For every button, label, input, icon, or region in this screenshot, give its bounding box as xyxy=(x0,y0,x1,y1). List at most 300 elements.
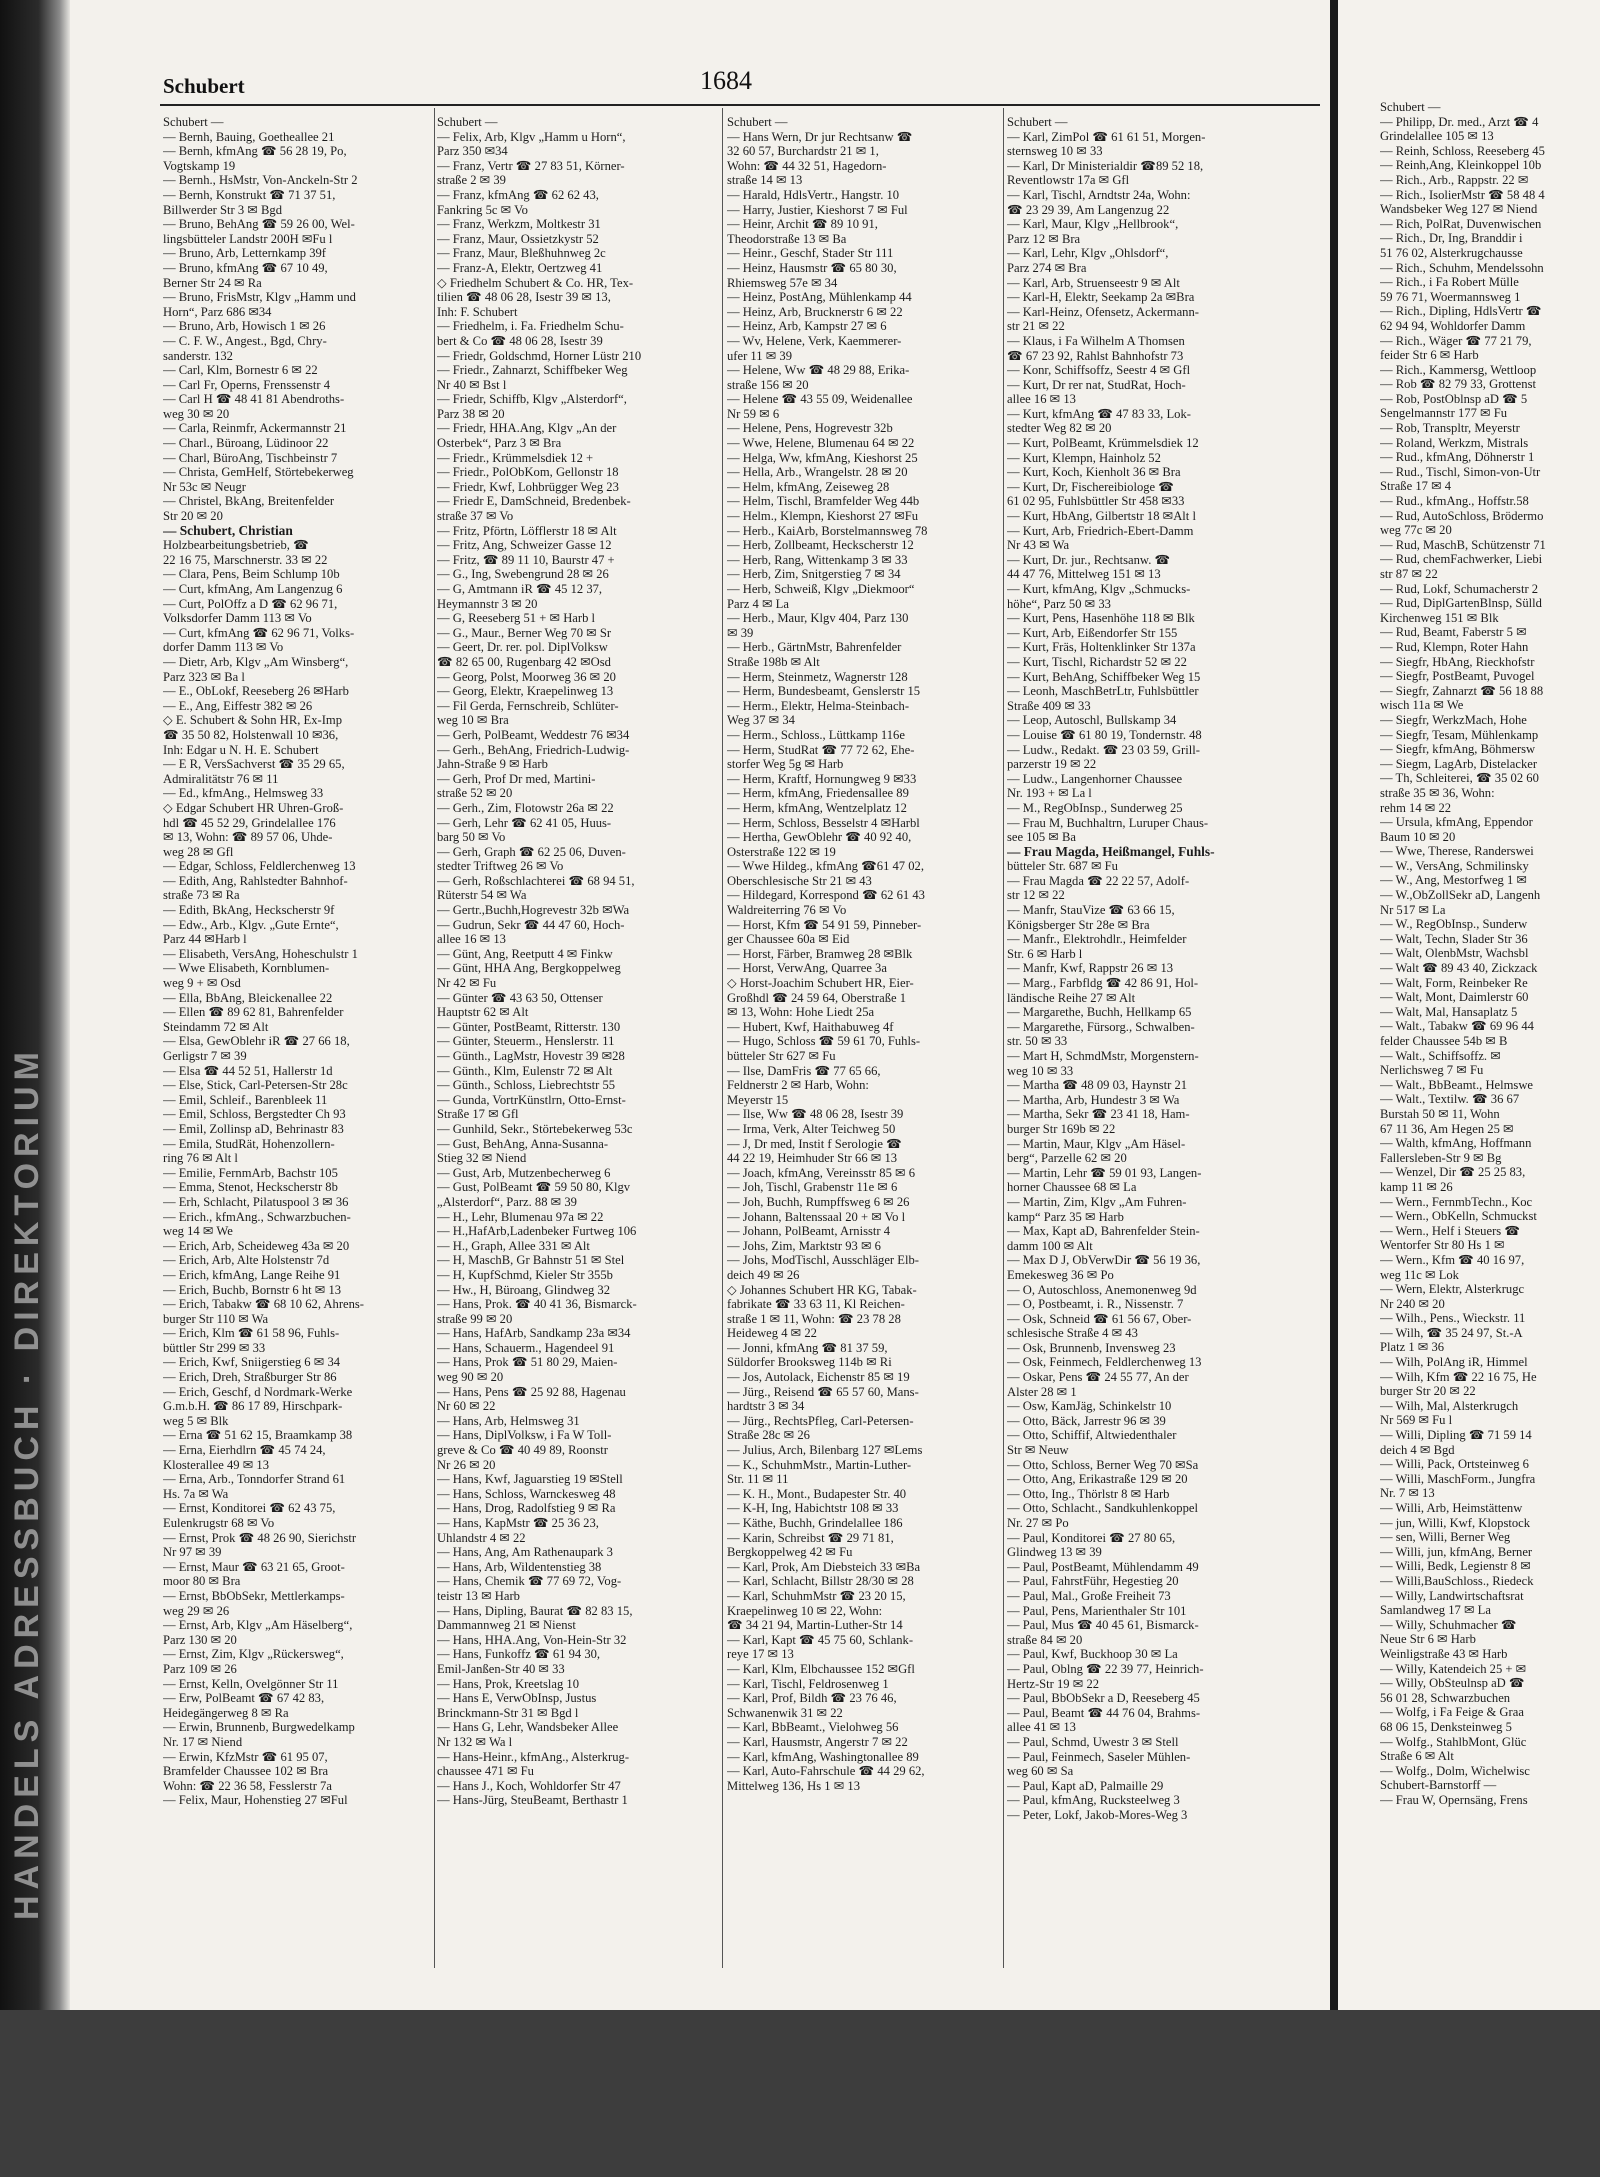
directory-entry-line: chaussee 471 ✉ Fu xyxy=(437,1764,534,1779)
directory-entry-line: — Herm, Kraftf, Hornungweg 9 ✉33 xyxy=(727,771,917,786)
adjacent-entry-line: Straße 6 ✉ Alt xyxy=(1380,1749,1454,1764)
directory-entry-line: Schubert — xyxy=(727,115,788,129)
adjacent-entry-line: Fallersleben-Str 9 ✉ Bg xyxy=(1380,1150,1502,1165)
directory-entry-line: — Karl, Dr Ministerialdir ☎89 52 18, xyxy=(1007,158,1204,173)
directory-entry-line: straße 37 ✉ Vo xyxy=(437,509,514,524)
directory-entry-line: — Karl-Heinz, Ofensetz, Ackermann- xyxy=(1007,304,1199,319)
directory-entry-line: — Karl, kfmAng, Washingtonallee 89 xyxy=(727,1749,919,1764)
adjacent-entry-line: 51 76 02, Alsterkrugchausse xyxy=(1380,245,1523,260)
directory-entry-line: — Paul, Kwf, Buckhoop 30 ✉ La xyxy=(1007,1647,1178,1662)
directory-entry-line: Hs. 7a ✉ Wa xyxy=(163,1486,229,1501)
directory-entry-line: — Ludw., Langenhorner Chaussee xyxy=(1007,771,1183,786)
directory-entry-line: — Gertr.,Buchh,Hogrevestr 32b ✉Wa xyxy=(437,903,630,918)
directory-entry-line: — Wwe, Helene, Blumenau 64 ✉ 22 xyxy=(727,436,915,451)
directory-entry-line: — Gerh, Roßschlachterei ☎ 68 94 51, xyxy=(437,873,635,888)
directory-entry-line: kamp“ Parz 35 ✉ Harb xyxy=(1007,1209,1124,1224)
directory-entry-line: — Hans, Prok ☎ 51 80 29, Maien- xyxy=(437,1355,618,1370)
directory-entry-line: Glindweg 13 ✉ 39 xyxy=(1007,1545,1102,1560)
directory-entry-line: — Paul, Schmd, Uwestr 3 ✉ Stell xyxy=(1007,1734,1179,1749)
directory-entry-line: — Günter, PostBeamt, Ritterstr. 130 xyxy=(437,1019,621,1034)
adjacent-entry-line: — Rich., Arb., Rappstr. 22 ✉ xyxy=(1380,172,1529,187)
directory-entry-line: — Erich, Buchb, Bornstr 6 ht ✉ 13 xyxy=(163,1282,342,1297)
directory-entry-line: Gerligstr 7 ✉ 39 xyxy=(163,1049,247,1063)
directory-entry-line: — Ella, BbAng, Bleickenallee 22 xyxy=(163,990,333,1005)
directory-entry-line: — Carl, Klm, Bornestr 6 ✉ 22 xyxy=(163,363,318,378)
directory-entry-line: Bramfelder Chaussee 102 ✉ Bra xyxy=(163,1764,329,1779)
directory-entry-line: weg 90 ✉ 20 xyxy=(437,1370,504,1385)
directory-entry-line: Nr 53c ✉ Neugr xyxy=(163,479,246,494)
directory-entry-line: — Edith, BkAng, Heckscherstr 9f xyxy=(163,903,335,918)
adjacent-entry-line: — Walt ☎ 89 43 40, Zickzack xyxy=(1380,961,1538,976)
directory-entry-line: — Martin, Lehr ☎ 59 01 93, Langen- xyxy=(1007,1165,1202,1180)
directory-entry-line: Steindamm 72 ✉ Alt xyxy=(163,1019,269,1034)
directory-entry-line: — Paul, Mal., Große Freiheit 73 xyxy=(1007,1588,1171,1603)
directory-entry-line: — Julius, Arch, Bilenbarg 127 ✉Lems xyxy=(727,1443,923,1458)
adjacent-entry-line: burger Str 20 ✉ 22 xyxy=(1380,1384,1476,1399)
directory-entry-line: — Frau Magda, Heißmangel, Fuhls- xyxy=(1007,844,1215,859)
adjacent-entry-line: — Walt., BbBeamt., Helmswe xyxy=(1380,1077,1534,1092)
directory-entry-line: — Georg, Elektr, Kraepelinweg 13 xyxy=(437,684,614,699)
directory-entry-line: — Hans J., Koch, Wohldorfer Str 47 xyxy=(437,1778,621,1793)
directory-entry-line: — G, Amtmann iR ☎ 45 12 37, xyxy=(437,582,603,596)
adjacent-entry-line: — Rud, DiplGartenBlnsp, Sülld xyxy=(1380,596,1542,611)
directory-entry-line: 61 02 95, Fuhlsbüttler Str 458 ✉33 xyxy=(1007,494,1185,509)
directory-entry-line: — Kurt, PolBeamt, Krümmelsdiek 12 xyxy=(1007,436,1199,451)
directory-entry-line: — Otto, Schlacht., Sandkuhlenkoppel xyxy=(1007,1501,1198,1516)
directory-entry-line: — Erwin, KfzMstr ☎ 61 95 07, xyxy=(163,1749,328,1764)
directory-entry-line: — Friedhelm, i. Fa. Friedhelm Schu- xyxy=(437,319,624,334)
adjacent-entry-line: — Willi, Pack, Ortsteinweg 6 xyxy=(1380,1457,1529,1472)
directory-entry-line: — Käthe, Buchh, Grindelallee 186 xyxy=(727,1516,903,1530)
directory-entry-line: — Gerh, Prof Dr med, Martini- xyxy=(437,771,596,786)
adjacent-entry-line: Schubert-Barnstorff — xyxy=(1380,1778,1497,1793)
directory-entry-line: — Edith, Ang, Rahlstedter Bahnhof- xyxy=(163,873,348,888)
directory-entry-line: — Ernst, Zim, Klgv „Rückersweg“, xyxy=(163,1647,344,1662)
directory-entry-line: — Hans, Prok, Kreetslag 10 xyxy=(437,1676,580,1691)
directory-entry-line: — Otto, Schiffif, Altwiedenthaler xyxy=(1007,1428,1177,1443)
directory-entry-line: — Kurt, Klempn, Hainholz 52 xyxy=(1007,450,1161,465)
directory-entry-line: — Kurt, Fräs, Holtenklinker Str 137a xyxy=(1007,640,1196,655)
directory-entry-line: — Konr, Schiffsoffz, Seestr 4 ✉ Gfl xyxy=(1007,363,1191,378)
directory-entry-line: — Helene ☎ 43 55 09, Weidenallee xyxy=(727,392,913,407)
adjacent-entry-line: — Willi, Arb, Heimstättenw xyxy=(1380,1501,1523,1515)
directory-entry-line: Str. 6 ✉ Harb l xyxy=(1007,946,1083,961)
directory-entry-line: stedter Weg 82 ✉ 20 xyxy=(1007,421,1112,436)
directory-entry-line: — Georg, Polst, Moorweg 36 ✉ 20 xyxy=(437,669,616,684)
adjacent-entry-line: — Siegfr, Zahnarzt ☎ 56 18 88 xyxy=(1380,683,1544,698)
directory-entry-line: — Heinr., Geschf, Stader Str 111 xyxy=(727,246,894,261)
directory-entry-line: — E R, VersSachverst ☎ 35 29 65, xyxy=(163,757,345,772)
adjacent-entry-line: straße 35 ✉ 36, Wohn: xyxy=(1380,785,1495,800)
directory-entry-line: ländische Reihe 27 ✉ Alt xyxy=(1007,990,1136,1005)
directory-entry-line: — Karl, BbBeamt., Vielohweg 56 xyxy=(727,1720,899,1735)
directory-entry-line: Alster 28 ✉ 1 xyxy=(1007,1384,1077,1399)
adjacent-entry-line: Baum 10 ✉ 20 xyxy=(1380,829,1456,844)
directory-entry-line: ◇ Johannes Schubert HR KG, Tabak- xyxy=(727,1282,917,1297)
directory-entry-line: — Carl Fr, Operns, Frenssenstr 4 xyxy=(163,377,331,392)
directory-entry-line: — Friedr, Kwf, Lohbrügger Weg 23 xyxy=(437,479,619,494)
adjacent-entry-line: — Philipp, Dr. med., Arzt ☎ 4 xyxy=(1380,114,1539,129)
directory-entry-line: allee 41 ✉ 13 xyxy=(1007,1720,1076,1735)
directory-entry-line: — Erich, Kwf, Sniigerstieg 6 ✉ 34 xyxy=(163,1355,341,1370)
adjacent-entry-line: — Wern., ObKelln, Schmuckst xyxy=(1380,1209,1537,1224)
directory-entry-line: — Erwin, Brunnenb, Burgwedelkamp xyxy=(163,1720,355,1735)
directory-entry-line: damm 100 ✉ Alt xyxy=(1007,1238,1093,1253)
directory-entry-line: — Max D J, ObVerwDir ☎ 56 19 36, xyxy=(1007,1253,1201,1268)
directory-entry-line: — Günt, Ang, Reetputt 4 ✉ Finkw xyxy=(437,946,613,961)
adjacent-entry-line: Nr 240 ✉ 20 xyxy=(1380,1296,1445,1311)
adjacent-entry-line: 68 06 15, Denksteinweg 5 xyxy=(1380,1719,1512,1734)
adjacent-entry-line: — Willy, Katendeich 25 + ✉ xyxy=(1380,1661,1527,1676)
directory-entry-line: — Helene, Pens, Hogrevestr 32b xyxy=(727,421,893,436)
directory-entry-line: bütteler Str 627 ✉ Fu xyxy=(727,1049,836,1063)
directory-entry-line: — Curt, kfmAng, Am Langenzug 6 xyxy=(163,582,343,596)
directory-entry-line: — Emilie, FernmArb, Bachstr 105 xyxy=(163,1165,338,1180)
adjacent-entry-line: — Wern, Elektr, Alsterkrugc xyxy=(1380,1282,1525,1297)
directory-entry-line: Schubert — xyxy=(437,115,498,129)
directory-entry-line: — Kurt, Pens, Hasenhöhe 118 ✉ Blk xyxy=(1007,611,1195,626)
directory-entry-line: Dammannweg 21 ✉ Nienst xyxy=(437,1618,576,1633)
adjacent-entry-line: Nr. 7 ✉ 13 xyxy=(1380,1486,1435,1501)
directory-entry-line: — Irma, Verk, Alter Teichweg 50 xyxy=(727,1121,896,1136)
directory-entry-line: — Joach, kfmAng, Vereinsstr 85 ✉ 6 xyxy=(727,1165,916,1180)
directory-entry-line: Vogtskamp 19 xyxy=(163,158,236,173)
directory-entry-line: — Franz, kfmAng ☎ 62 62 43, xyxy=(437,187,599,202)
adjacent-entry-line: — Rob ☎ 82 79 33, Grottenst xyxy=(1380,377,1536,392)
directory-entry-line: Parz 323 ✉ Ba l xyxy=(163,669,245,684)
directory-entry-line: Volksdorfer Damm 113 ✉ Vo xyxy=(163,611,312,626)
directory-entry-line: — Frau M, Buchhaltrn, Luruper Chaus- xyxy=(1007,815,1209,830)
directory-entry-line: — E., Ang, Eiffestr 382 ✉ 26 xyxy=(163,698,313,713)
directory-entry-line: — Herm, kfmAng, Wentzelplatz 12 xyxy=(727,800,907,815)
directory-entry-line: — J, Dr med, Instit f Serologie ☎ xyxy=(727,1136,902,1151)
directory-entry-line: Osterstraße 122 ✉ 19 xyxy=(727,844,836,859)
directory-entry-line: — Karl, Maur, Klgv „Hellbrook“, xyxy=(1007,217,1179,232)
directory-entry-line: — Erich., kfmAng., Schwarzbuchen- xyxy=(163,1209,351,1224)
directory-entry-line: — Osw, KamJäg, Schinkelstr 10 xyxy=(1007,1399,1172,1414)
directory-entry-line: Parz 350 ✉34 xyxy=(437,144,508,159)
adjacent-entry-line: — Walt., Textilw. ☎ 36 67 xyxy=(1380,1092,1520,1107)
directory-entry-line: — Hans, Dipling, Baurat ☎ 82 83 15, xyxy=(437,1603,633,1618)
adjacent-entry-line: — Willy, Schuhmacher ☎ xyxy=(1380,1617,1517,1632)
directory-entry-line: Wohn: ☎ 22 36 58, Fesslerstr 7a xyxy=(163,1778,332,1793)
directory-entry-line: — Jos, Autolack, Eichenstr 85 ✉ 19 xyxy=(727,1370,910,1385)
directory-entry-line: — Hans, Arb, Helmsweg 31 xyxy=(437,1413,580,1428)
directory-entry-line: straße 99 ✉ 20 xyxy=(437,1311,513,1326)
directory-entry-line: str. 50 ✉ 33 xyxy=(1007,1034,1068,1049)
directory-entry-line: ☎ 35 50 82, Holstenwall 10 ✉36, xyxy=(163,727,339,742)
directory-entry-line: — Hans, Schauerm., Hagendeel 91 xyxy=(437,1340,615,1355)
directory-entry-line: — Karl, SchuhmMstr ☎ 23 20 15, xyxy=(727,1588,906,1603)
scan-background xyxy=(0,2010,1600,2177)
directory-entry-line: ger Chaussee 60a ✉ Eid xyxy=(727,932,850,947)
directory-entry-line: allee 16 ✉ 13 xyxy=(1007,392,1076,407)
directory-entry-line: ◇ E. Schubert & Sohn HR, Ex-Imp xyxy=(163,713,342,728)
directory-entry-line: — Günt, HHA Ang, Bergkoppelweg xyxy=(437,961,621,976)
directory-entry-line: ✉ 13, Wohn: ☎ 89 57 06, Uhde- xyxy=(163,830,333,845)
directory-entry-line: weg 60 ✉ Sa xyxy=(1007,1764,1074,1779)
adjacent-entry-line: — Rich., Wäger ☎ 77 21 79, xyxy=(1380,333,1532,348)
directory-entry-line: — Paul, Konditorei ☎ 27 80 65, xyxy=(1007,1530,1176,1545)
directory-entry-line: — Helm, Tischl, Bramfelder Weg 44b xyxy=(727,494,920,509)
directory-entry-line: — Jonni, kfmAng ☎ 81 37 59, xyxy=(727,1340,888,1355)
directory-entry-line: ☎ 23 29 39, Am Langenzug 22 xyxy=(1007,202,1170,217)
adjacent-entry-line: — Reinh, Schloss, Reeseberg 45 xyxy=(1380,143,1545,158)
adjacent-entry-line: — Roland, Werkzm, Mistrals xyxy=(1380,435,1529,450)
directory-entry-line: stedter Triftweg 26 ✉ Vo xyxy=(437,859,564,874)
directory-entry-line: Fankring 5c ✉ Vo xyxy=(437,202,528,217)
directory-entry-line: straße 84 ✉ 20 xyxy=(1007,1632,1083,1647)
directory-entry-line: Reventlowstr 17a ✉ Gfl xyxy=(1007,173,1130,188)
directory-entry-line: — H., Graph, Allee 331 ✉ Alt xyxy=(437,1238,590,1253)
directory-entry-line: Osterbek“, Parz 3 ✉ Bra xyxy=(437,436,562,451)
adjacent-entry-line: Burstah 50 ✉ 11, Wohn xyxy=(1380,1106,1500,1121)
directory-entry-line: 32 60 57, Burchardstr 21 ✉ 1, xyxy=(727,144,879,159)
adjacent-entry-line: — Wern., Helf i Steuers ☎ xyxy=(1380,1223,1521,1238)
directory-entry-line: — Günth., Klm, Eulenstr 72 ✉ Alt xyxy=(437,1063,613,1078)
directory-entry-line: ◇ Edgar Schubert HR Uhren-Groß- xyxy=(163,800,344,815)
directory-entry-line: — Bruno, Arb, Howisch 1 ✉ 26 xyxy=(163,319,326,334)
directory-entry-line: — Bruno, FrisMstr, Klgv „Hamm und xyxy=(163,290,356,305)
directory-entry-line: hardtstr 3 ✉ 34 xyxy=(727,1399,805,1414)
directory-entry-line: straße 2 ✉ 39 xyxy=(437,173,506,188)
adjacent-entry-line: Platz 1 ✉ 36 xyxy=(1380,1340,1445,1355)
directory-entry-line: tilien ☎ 48 06 28, Isestr 39 ✉ 13, xyxy=(437,290,611,305)
directory-entry-line: Süldorfer Brooksweg 114b ✉ Ri xyxy=(727,1355,892,1370)
directory-entry-line: — Karl, Kapt ☎ 45 75 60, Schlank- xyxy=(727,1632,914,1647)
directory-entry-line: — Fritz, Pförtn, Löfflerstr 18 ✉ Alt xyxy=(437,523,617,538)
directory-entry-line: ✉ 39 xyxy=(727,625,754,640)
directory-entry-line: Berner Str 24 ✉ Ra xyxy=(163,275,262,290)
directory-entry-line: — Fil Gerda, Fernschreib, Schlüter- xyxy=(437,698,619,713)
directory-entry-line: — G., Ing, Swebengrund 28 ✉ 26 xyxy=(437,567,609,582)
adjacent-entry-line: — Rud., kfmAng, Döhnerstr 1 xyxy=(1380,450,1535,465)
directory-entry-line: — Ernst, Arb, Klgv „Am Häselberg“, xyxy=(163,1618,353,1633)
page-number: 1684 xyxy=(700,66,752,95)
directory-entry-line: 22 16 75, Marschnerstr. 33 ✉ 22 xyxy=(163,552,328,567)
directory-entry-line: — Friedr., PolObKom, Gellonstr 18 xyxy=(437,465,619,480)
directory-entry-line: straße 14 ✉ 13 xyxy=(727,173,803,188)
directory-entry-line: — Karin, Schreibst ☎ 29 71 81, xyxy=(727,1530,894,1545)
directory-entry-line: — Paul, Pens, Marienthaler Str 101 xyxy=(1007,1603,1187,1618)
directory-entry-line: — Gust, BehAng, Anna-Susanna- xyxy=(437,1136,609,1151)
directory-entry-line: — Bernh, Bauing, Goetheallee 21 xyxy=(163,129,335,144)
adjacent-entry-line: — Wenzel, Dir ☎ 25 25 83, xyxy=(1380,1165,1526,1180)
directory-entry-line: — Erich, Arb, Scheideweg 43a ✉ 20 xyxy=(163,1238,350,1253)
directory-entry-line: — G., Maur., Berner Weg 70 ✉ Sr xyxy=(437,625,612,640)
directory-entry-line: — Otto, Ing., Thörlstr 8 ✉ Harb xyxy=(1007,1486,1170,1501)
directory-entry-line: — Else, Stick, Carl-Petersen-Str 28c xyxy=(163,1078,348,1093)
adjacent-entry-line: — Wilh, PolAng iR, Himmel xyxy=(1380,1355,1528,1370)
adjacent-entry-line: — Walt, Mal, Hansaplatz 5 xyxy=(1380,1004,1518,1019)
directory-entry-line: — Margarethe, Buchh, Hellkamp 65 xyxy=(1007,1005,1192,1020)
adjacent-entry-line: — W.,ObZollSekr aD, Langenh xyxy=(1380,888,1541,903)
directory-entry-line: schlesische Straße 4 ✉ 43 xyxy=(1007,1326,1138,1341)
directory-entry-line: — Paul, FahrstFühr, Hegestieg 20 xyxy=(1007,1574,1179,1589)
directory-entry-line: — Bruno, kfmAng ☎ 67 10 49, xyxy=(163,260,328,275)
adjacent-entry-line: — Siegm, LagArb, Distelacker xyxy=(1380,756,1538,771)
adjacent-entry-line: — Willi, Bedk, Legienstr 8 ✉ xyxy=(1380,1559,1531,1574)
directory-entry-line: — Paul, Kapt aD, Palmaille 29 xyxy=(1007,1778,1164,1793)
directory-entry-line: Nr 132 ✉ Wa l xyxy=(437,1734,513,1749)
directory-entry-line: Nr 26 ✉ 20 xyxy=(437,1457,496,1472)
directory-entry-line: — Gust, Arb, Mutzenbecherweg 6 xyxy=(437,1165,611,1180)
directory-entry-line: — Kurt, Koch, Kienholt 36 ✉ Bra xyxy=(1007,465,1181,480)
directory-entry-line: — Hans, DiplVolksw, i Fa W Toll- xyxy=(437,1428,612,1443)
directory-entry-line: Inh: Edgar u N. H. E. Schubert xyxy=(163,742,319,757)
directory-entry-line: — Hans, Ang, Am Rathenaupark 3 xyxy=(437,1545,613,1560)
directory-entry-line: — Klaus, i Fa Wilhelm A Thomsen xyxy=(1007,333,1185,348)
directory-entry-line: — Karl, Prof, Bildh ☎ 23 76 46, xyxy=(727,1691,897,1706)
directory-entry-line: — Erna, Eierhdlrn ☎ 45 74 24, xyxy=(163,1443,326,1458)
directory-entry-line: — Emma, Stenot, Heckscherstr 8b xyxy=(163,1180,338,1195)
directory-entry-line: Billwerder Str 3 ✉ Bgd xyxy=(163,202,282,217)
directory-entry-line: — Herb, Rang, Wittenkamp 3 ✉ 33 xyxy=(727,552,908,567)
adjacent-entry-line: — W., RegObInsp., Sunderw xyxy=(1380,917,1528,932)
directory-entry-line: — G, Reeseberg 51 + ✉ Harb l xyxy=(437,611,596,626)
adjacent-entry-line: — Wolfg., StahlbMont, Glüc xyxy=(1380,1734,1527,1749)
directory-entry-line: — Johs, Zim, Marktstr 93 ✉ 6 xyxy=(727,1238,881,1253)
adjacent-entry-line: — Rud, AutoSchloss, Brödermo xyxy=(1380,508,1544,523)
directory-entry-line: Waldreiterring 76 ✉ Vo xyxy=(727,903,847,918)
directory-entry-line: Parz 274 ✉ Bra xyxy=(1007,260,1087,275)
directory-entry-line: berg“, Parzelle 62 ✉ 20 xyxy=(1007,1151,1127,1166)
directory-entry-line: — Hans, HHA.Ang, Von-Hein-Str 32 xyxy=(437,1632,627,1647)
directory-entry-line: — Edgar, Schloss, Feldlerchenweg 13 xyxy=(163,859,356,874)
adjacent-entry-line: Neue Str 6 ✉ Harb xyxy=(1380,1632,1476,1647)
directory-entry-line: — Kurt, Dr rer nat, StudRat, Hoch- xyxy=(1007,377,1186,392)
directory-entry-line: höhe“, Parz 50 ✉ 33 xyxy=(1007,596,1111,611)
directory-entry-line: ◇ Horst-Joachim Schubert HR, Eier- xyxy=(727,976,914,991)
adjacent-entry-line: wisch 11a ✉ We xyxy=(1380,698,1464,713)
directory-entry-line: — Bruno, Arb, Letternkamp 39f xyxy=(163,246,326,261)
directory-entry-line: — Günth., Schloss, Liebrechtstr 55 xyxy=(437,1078,616,1093)
directory-entry-line: — Emil, Schleif., Barenbleek 11 xyxy=(163,1092,328,1107)
directory-entry-line: — Bernh, kfmAng ☎ 56 28 19, Po, xyxy=(163,144,347,159)
adjacent-entry-line: 62 94 94, Wohldorfer Damm xyxy=(1380,318,1526,333)
directory-entry-line: Str 20 ✉ 20 xyxy=(163,509,223,524)
adjacent-entry-line: — Wolfg., Dolm, Wichelwisc xyxy=(1380,1763,1530,1778)
adjacent-entry-line: Grindelallee 105 ✉ 13 xyxy=(1380,129,1494,144)
directory-entry-line: Admiralitätstr 76 ✉ 11 xyxy=(163,771,279,786)
directory-entry-line: — Gudrun, Sekr ☎ 44 47 60, Hoch- xyxy=(437,917,625,932)
adjacent-entry-line: Sengelmannstr 177 ✉ Fu xyxy=(1380,406,1508,421)
directory-entry-line: Rüterstr 54 ✉ Wa xyxy=(437,888,527,903)
directory-entry-line: — Kurt, BehAng, Schiffbeker Weg 15 xyxy=(1007,669,1201,684)
adjacent-entry-line: Wentorfer Str 80 Hs 1 ✉ xyxy=(1380,1238,1505,1253)
directory-entry-line: — Günter ☎ 43 63 50, Ottenser xyxy=(437,990,603,1005)
adjacent-entry-line: — Siegfr, kfmAng, Böhmersw xyxy=(1380,742,1536,757)
directory-entry-line: Straße 409 ✉ 33 xyxy=(1007,698,1091,713)
directory-entry-line: str 21 ✉ 22 xyxy=(1007,319,1065,334)
directory-entry-line: parzerstr 19 ✉ 22 xyxy=(1007,757,1097,772)
directory-entry-line: ◇ Friedhelm Schubert & Co. HR, Tex- xyxy=(437,275,634,290)
directory-entry-line: Nr. 17 ✉ Niend xyxy=(163,1734,243,1749)
directory-entry-line: Mittelweg 136, Hs 1 ✉ 13 xyxy=(727,1778,860,1793)
directory-entry-line: — Hans E, VerwObInsp, Justus xyxy=(437,1691,597,1706)
directory-entry-line: — Leop, Autoschl, Bullskamp 34 xyxy=(1007,713,1177,728)
directory-entry-line: Hauptstr 62 ✉ Alt xyxy=(437,1005,529,1020)
directory-entry-line: — Gerh., BehAng, Friedrich-Ludwig- xyxy=(437,742,630,757)
directory-entry-line: — Hans, Prok. ☎ 40 41 36, Bismarck- xyxy=(437,1297,637,1312)
directory-entry-line: Großhdl ☎ 24 59 64, Oberstraße 1 xyxy=(727,990,907,1005)
directory-entry-line: — Hertha, GewOblehr ☎ 40 92 40, xyxy=(727,830,912,845)
adjacent-entry-line: weg 11c ✉ Lok xyxy=(1380,1267,1459,1282)
adjacent-entry-line: — Wern., FernmbTechn., Koc xyxy=(1380,1194,1533,1209)
directory-entry-line: — Kurt, Dr. jur., Rechtsanw. ☎ xyxy=(1007,552,1171,567)
directory-entry-line: — Joh, Tischl, Grabenstr 11e ✉ 6 xyxy=(727,1180,898,1195)
directory-entry-line: — Friedr., Krümmelsdiek 12 + xyxy=(437,450,594,465)
directory-entry-line: büttler Str 299 ✉ 33 xyxy=(163,1340,266,1355)
directory-entry-line: sternsweg 10 ✉ 33 xyxy=(1007,144,1103,159)
directory-entry-line: 44 22 19, Heimhuder Str 66 ✉ 13 xyxy=(727,1151,898,1166)
adjacent-entry-line: — Wolfg, i Fa Feige & Graa xyxy=(1380,1705,1524,1720)
directory-entry-line: burger Str 110 ✉ Wa xyxy=(163,1311,269,1326)
directory-entry-line: hdl ☎ 45 52 29, Grindelallee 176 xyxy=(163,815,336,830)
directory-entry-line: — Ernst, Konditorei ☎ 62 43 75, xyxy=(163,1501,336,1516)
directory-entry-line: Schubert — xyxy=(1007,115,1068,129)
adjacent-entry-line: — Rob, Transpltr, Meyerstr xyxy=(1380,421,1520,436)
directory-entry-line: — Hans, Arb, Wildentenstieg 38 xyxy=(437,1559,602,1574)
adjacent-entry-line: — Wilh, Kfm ☎ 22 16 75, He xyxy=(1380,1369,1537,1384)
directory-entry-line: — Friedr, Goldschmd, Horner Lüstr 210 xyxy=(437,348,642,363)
adjacent-entry-line: Weinligstraße 43 ✉ Harb xyxy=(1380,1646,1508,1661)
directory-entry-line: — Heinr, Archit ☎ 89 10 91, xyxy=(727,217,878,232)
directory-entry-line: — Ernst, Maur ☎ 63 21 65, Groot- xyxy=(163,1559,345,1574)
directory-entry-line: — Herb., KaiArb, Borstelmannsweg 78 xyxy=(727,523,928,538)
column-divider xyxy=(722,108,723,1968)
directory-entry-line: — Leonh, MaschBetrLtr, Fuhlsbüttler xyxy=(1007,684,1199,699)
directory-entry-line: — Hans, Funkoffz ☎ 61 94 30, xyxy=(437,1647,601,1662)
directory-entry-line: — Erna ☎ 51 62 15, Braamkamp 38 xyxy=(163,1428,353,1443)
directory-entry-line: — Jürg., Reisend ☎ 65 57 60, Mans- xyxy=(727,1384,919,1399)
directory-entry-line: bert & Co ☎ 48 06 28, Isestr 39 xyxy=(437,333,603,348)
directory-entry-line: — Louise ☎ 61 80 19, Tondernstr. 48 xyxy=(1007,727,1202,742)
directory-entry-line: — Hans G, Lehr, Wandsbeker Allee xyxy=(437,1720,619,1735)
adjacent-entry-line: 67 11 36, Am Hegen 25 ✉ xyxy=(1380,1121,1514,1136)
directory-entry-line: Str. 11 ✉ 11 xyxy=(727,1472,789,1487)
directory-entry-line: see 105 ✉ Ba xyxy=(1007,830,1076,845)
directory-entry-line: — Curt, kfmAng ☎ 62 96 71, Volks- xyxy=(163,625,355,640)
directory-entry-line: — Gerh, Graph ☎ 62 25 06, Duven- xyxy=(437,844,626,859)
directory-entry-line: — Gust, PolBeamt ☎ 59 50 80, Klgv xyxy=(437,1180,631,1195)
directory-entry-line: — Oskar, Pens ☎ 24 55 77, An der xyxy=(1007,1370,1189,1385)
directory-entry-line: — Wwe Hildeg., kfmAng ☎61 47 02, xyxy=(727,859,924,874)
directory-entry-line: Schwanenwik 31 ✉ 22 xyxy=(727,1705,843,1720)
directory-entry-line: — Gerh, Lehr ☎ 62 41 05, Huus- xyxy=(437,815,612,830)
directory-entry-line: — Johann, PolBeamt, Arnisstr 4 xyxy=(727,1224,891,1239)
adjacent-entry-line: Schubert — xyxy=(1380,100,1441,114)
adjacent-entry-line: Kirchenweg 151 ✉ Blk xyxy=(1380,610,1499,625)
directory-entry-line: — Edw., Arb., Klgv. „Gute Ernte“, xyxy=(163,917,339,932)
directory-entry-line: — Ernst, BbObSekr, Mettlerkamps- xyxy=(163,1588,345,1603)
directory-entry-line: Meyerstr 15 xyxy=(727,1092,789,1107)
directory-entry-line: ☎ 34 21 94, Martin-Luther-Str 14 xyxy=(727,1618,903,1633)
directory-entry-line: — Hans Wern, Dr jur Rechtsanw ☎ xyxy=(727,129,913,144)
directory-entry-line: — Christa, GemHelf, Störtebekerweg xyxy=(163,465,354,480)
directory-entry-line: — Herb, Schweiß, Klgv „Diekmoor“ xyxy=(727,582,915,596)
directory-entry-line: — Emil, Zollinsp aD, Behrinastr 83 xyxy=(163,1121,344,1136)
directory-entry-line: — Paul, BbObSekr a D, Reeseberg 45 xyxy=(1007,1691,1200,1706)
directory-entry-line: — Karl, Tischl, Feldrosenweg 1 xyxy=(727,1676,889,1691)
directory-entry-line: — Friedr., Zahnarzt, Schiffbeker Weg xyxy=(437,363,628,378)
directory-entry-line: — H, MaschB, Gr Bahnstr 51 ✉ Stel xyxy=(437,1253,625,1268)
directory-entry-line: — Carl H ☎ 48 41 81 Abendroths- xyxy=(163,392,345,407)
directory-entry-line: — Gunda, VortrKünstlrn, Otto-Ernst- xyxy=(437,1092,626,1107)
adjacent-entry-line: str 87 ✉ 22 xyxy=(1380,567,1438,581)
directory-entry-line: ufer 11 ✉ 39 xyxy=(727,348,792,363)
directory-entry-line: — Marg., Farbfldg ☎ 42 86 91, Hol- xyxy=(1007,976,1199,991)
